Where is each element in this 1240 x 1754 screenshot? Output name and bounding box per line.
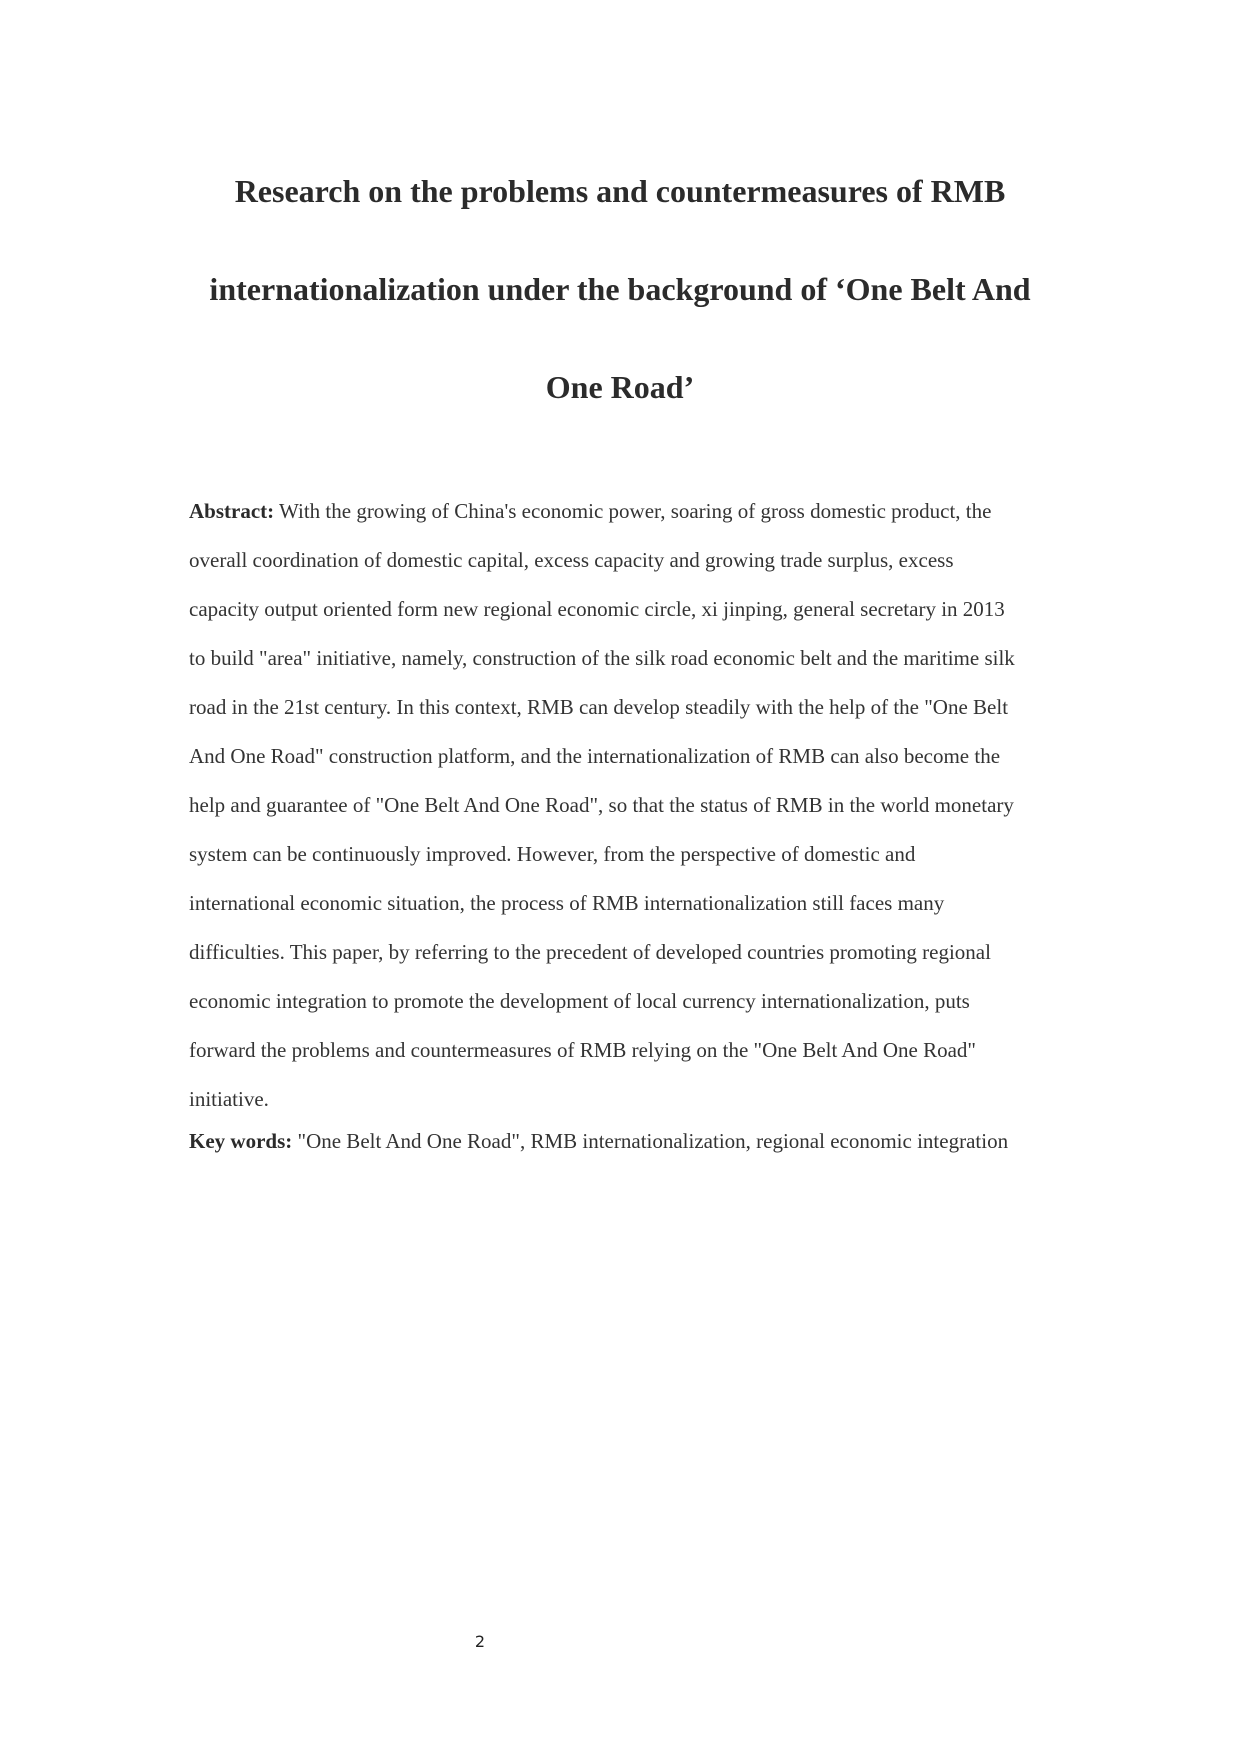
abstract-line-10: difficulties. This paper, by referring to the precedent of developed countries promoting regional: [189, 940, 991, 964]
abstract-section: [189, 487, 1059, 1124]
abstract-line-13: initiative.: [189, 1087, 269, 1111]
abstract-line-4: to build "area" initiative, namely, construction of the silk road economic belt and the maritime silk: [189, 646, 1015, 670]
abstract-line-2: overall coordination of domestic capital, excess capacity and growing trade surplus, excess: [189, 548, 954, 572]
title-line-1: Research on the problems and countermeasures of RMB: [234, 173, 1006, 209]
title-line-2: internationalization under the background of ‘One Belt And: [209, 271, 1031, 307]
keywords-label: Key words:: [189, 1129, 293, 1153]
keywords-section: [189, 1126, 1089, 1156]
abstract-line-8: system can be continuously improved. However, from the perspective of domestic and: [189, 842, 916, 866]
page-number: 2: [474, 1632, 486, 1651]
abstract-line-3: capacity output oriented form new regional economic circle, xi jinping, general secretary in 2013: [189, 597, 1005, 621]
abstract-line-1: [189, 487, 1059, 536]
abstract-line-5: road in the 21st century. In this context, RMB can develop steadily with the help of the "One Belt: [189, 695, 1009, 719]
keywords-text: "One Belt And One Road", RMB internationalization, regional economic integration: [292, 1129, 1009, 1153]
abstract-line-11: economic integration to promote the development of local currency internationalization, puts: [189, 989, 970, 1013]
abstract-line-7: help and guarantee of "One Belt And One Road", so that the status of RMB in the world monetary: [189, 793, 1014, 817]
abstract-line-6: And One Road" construction platform, and the internationalization of RMB can also become the: [189, 744, 1001, 768]
title-line-3: One Road’: [545, 369, 695, 405]
abstract-line-12: forward the problems and countermeasures of RMB relying on the "One Belt And One Road": [189, 1038, 976, 1062]
abstract-line-9: international economic situation, the process of RMB internationalization still faces many: [189, 891, 945, 915]
paper-title: [150, 172, 1090, 436]
abstract-label: Abstract:: [189, 499, 275, 523]
abstract-text-1: With the growing of China's economic power, soaring of gross domestic product, the: [274, 499, 992, 523]
